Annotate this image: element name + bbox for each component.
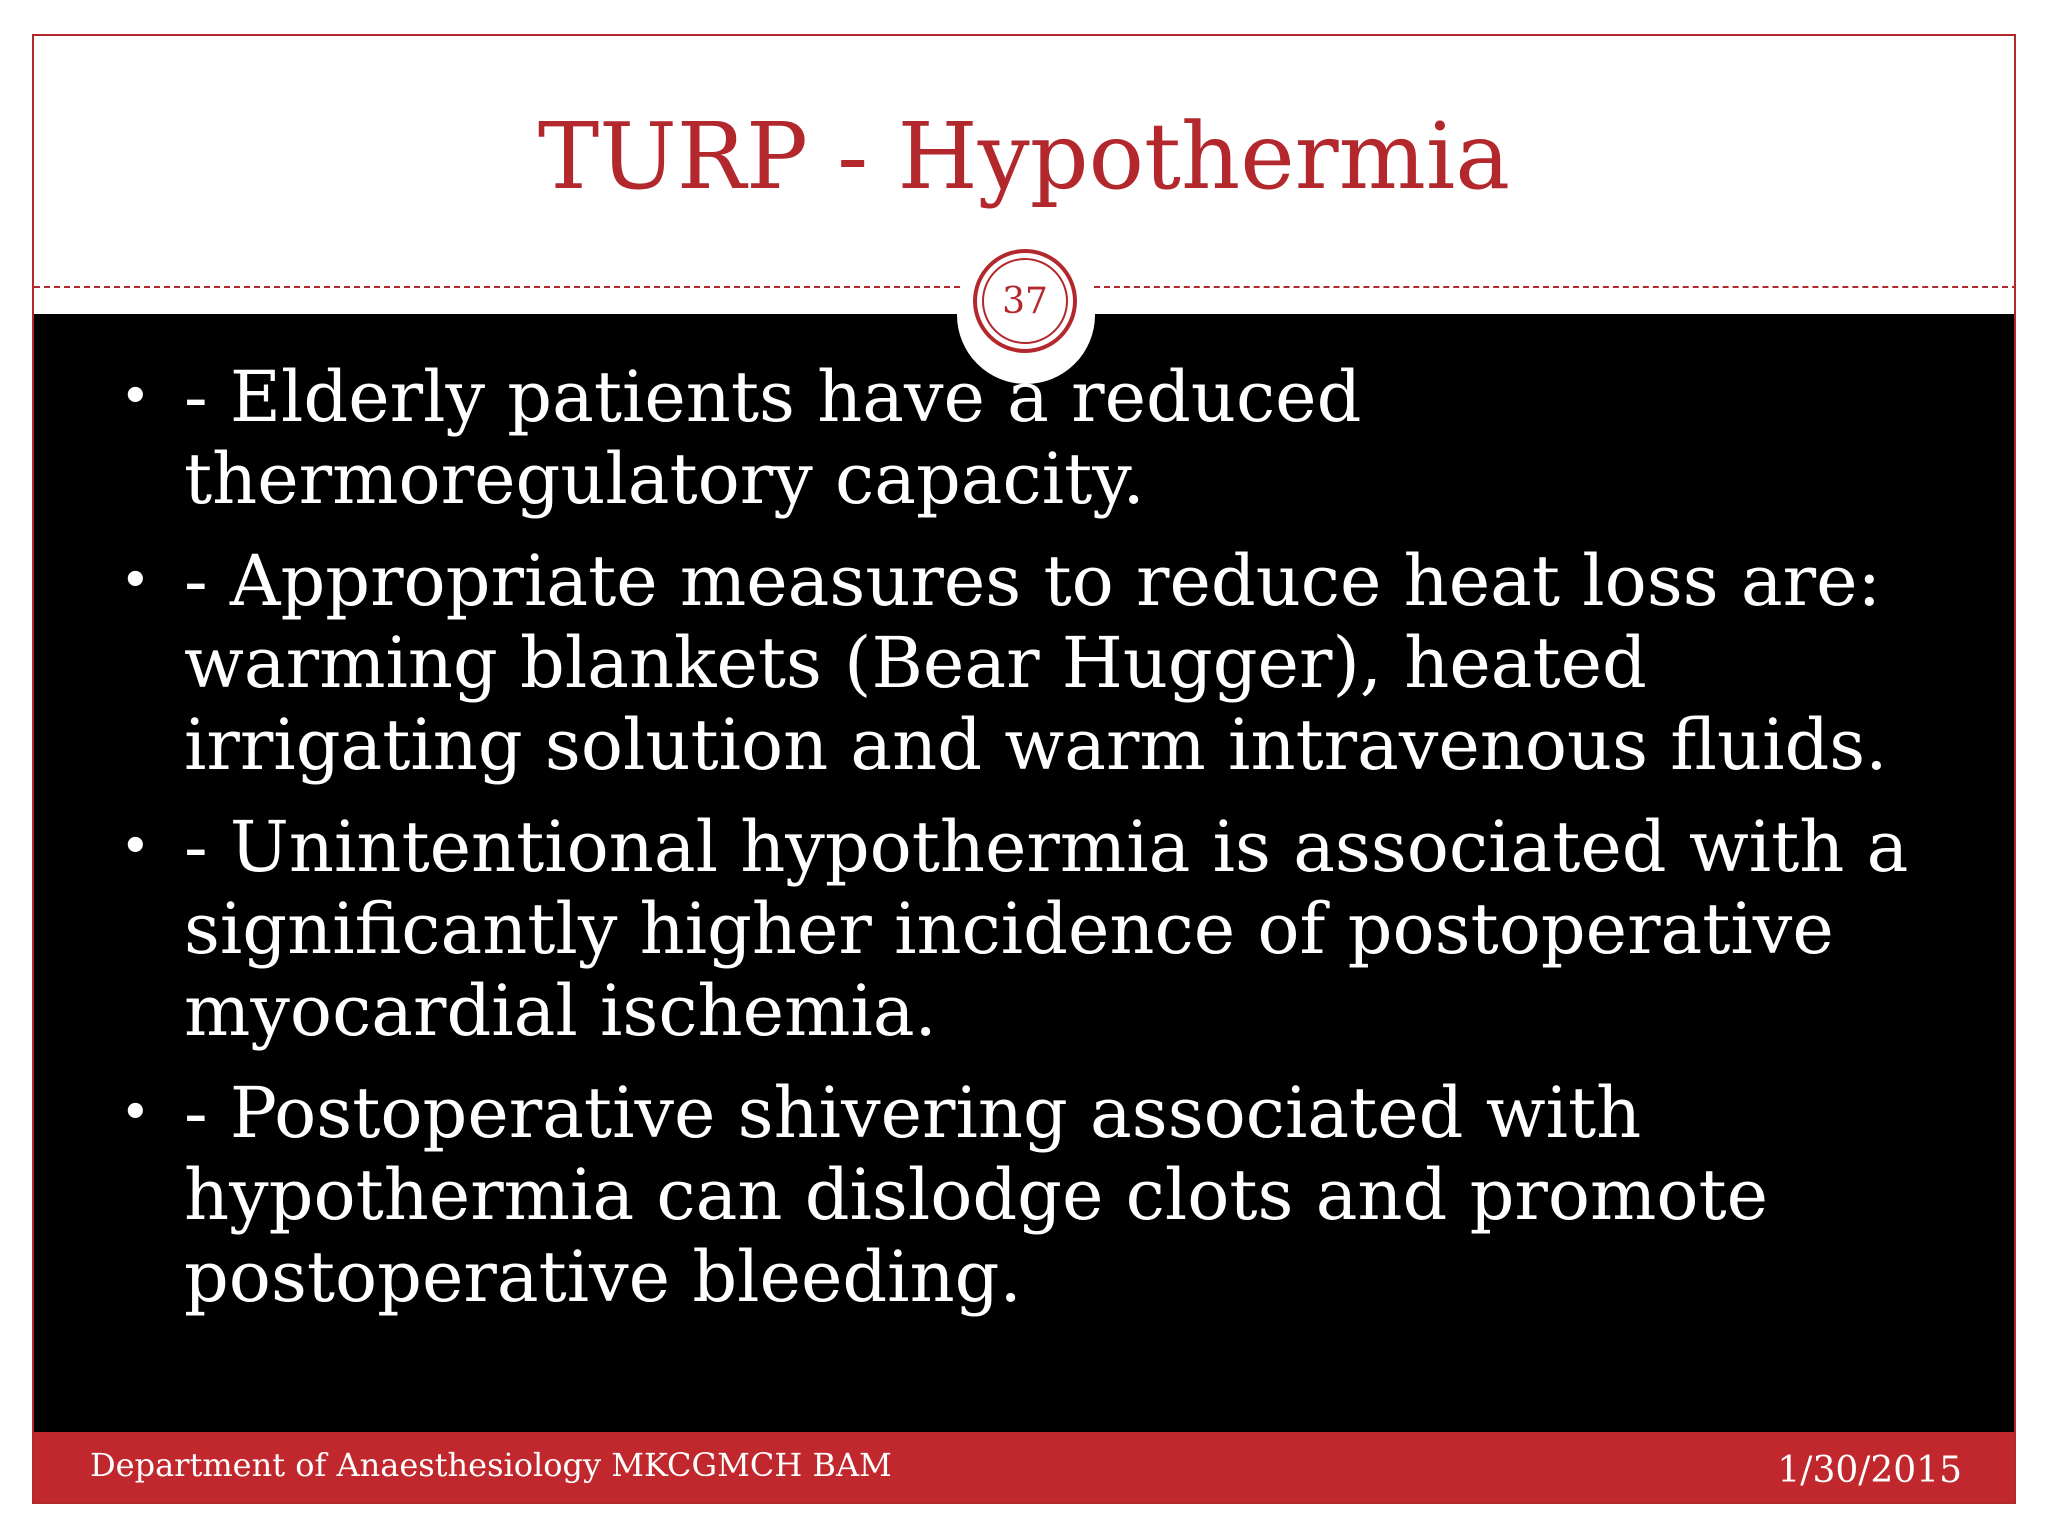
bullet-text: - Postoperative shivering associated with hypothermia can dislodge clots and promote postoperative bleeding. [184, 1072, 1769, 1318]
divider-left [34, 286, 960, 288]
footer-date: 1/30/2015 [1777, 1450, 1962, 1491]
divider-right [1094, 286, 2016, 288]
slide-title: TURP - Hypothermia [537, 103, 1511, 210]
slide-number: 37 [982, 258, 1068, 344]
bullet-dot-icon: • [120, 817, 151, 877]
bullet-text: - Appropriate measures to reduce heat loss are: warming blankets (Bear Hugger), heated irrigating solution and warm intravenous fluids. [184, 540, 1888, 786]
bullet-item [94, 1072, 1974, 1318]
slide-number-badge [973, 249, 1077, 353]
bullet-dot-icon: • [120, 1083, 151, 1143]
footer-department: Department of Anaesthesiology MKCGMCH BAM [90, 1446, 892, 1484]
bullet-dot-icon: • [120, 367, 151, 427]
bullet-item [94, 806, 1974, 1052]
bullet-item [94, 540, 1974, 786]
bullet-item [94, 356, 1974, 520]
bullet-dot-icon: • [120, 551, 151, 611]
footer-bar [34, 1432, 2014, 1504]
slide [32, 34, 2016, 1504]
bullet-text: - Unintentional hypothermia is associated with a significantly higher incidence of postoperative myocardial ischemia. [184, 806, 1909, 1052]
bullet-text: - Elderly patients have a reduced thermoregulatory capacity. [184, 356, 1362, 520]
bullet-list [94, 356, 1974, 1338]
